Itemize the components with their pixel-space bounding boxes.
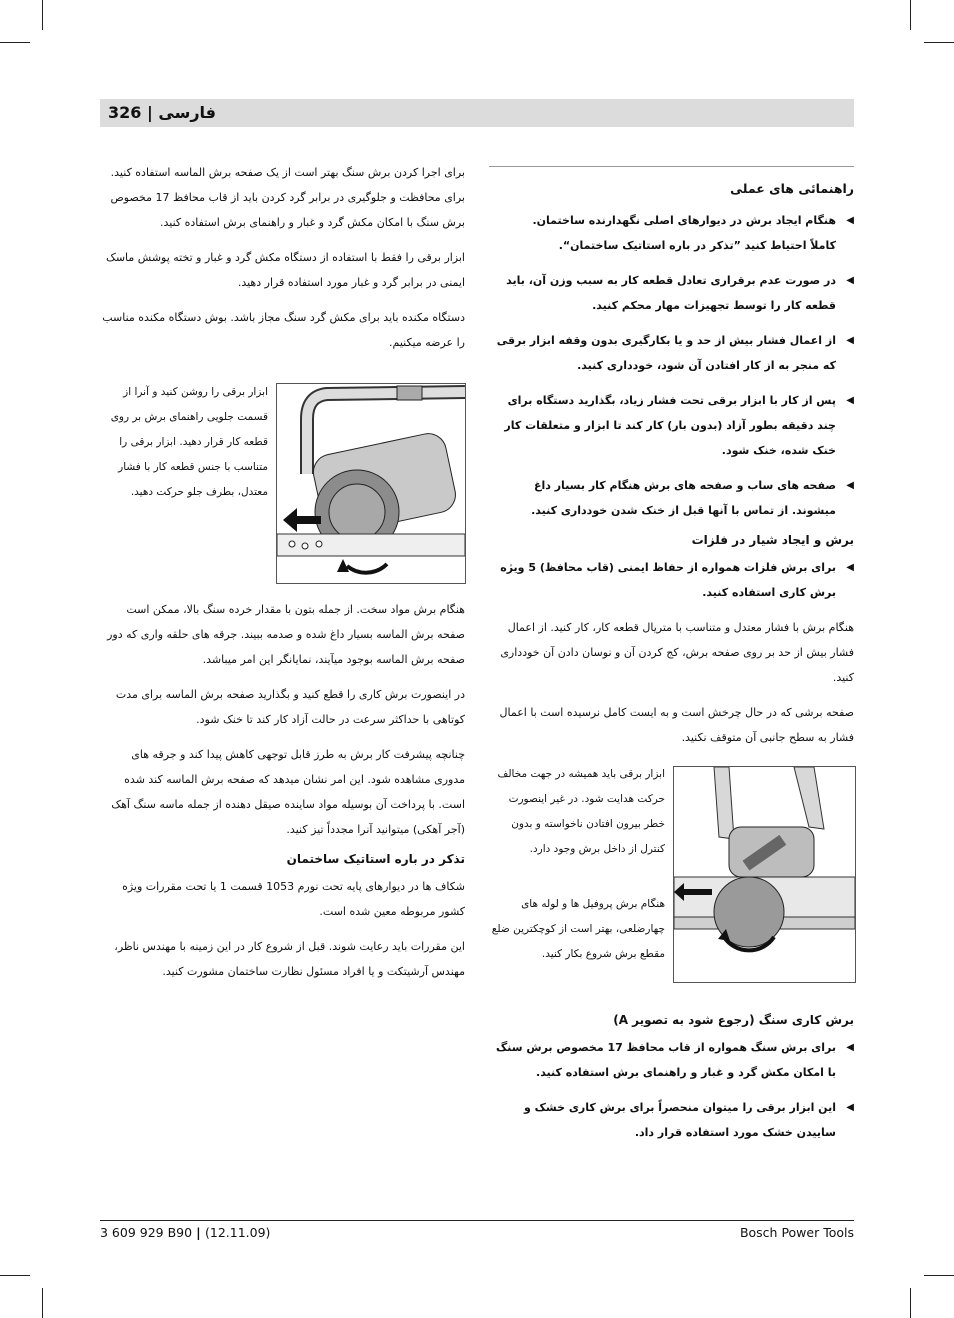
paragraph: هنگام برش پروفیل ها و لوله های چهارضلعی، بهتر است از کوچکترین ضلع مقطع برش شروع بکار کنید. [491,898,665,960]
bullet-item: ◀ صفحه های ساب و صفحه های برش هنگام کار بسیار داغ میشوند. از تماس با آنها قبل از خنک شدن خودداری کنید. [489,473,854,523]
footer-brand: Bosch Power Tools [739,1225,854,1240]
page-number: 326 | فارسی [108,103,217,122]
crop-mark [910,0,911,30]
crop-mark [924,42,954,43]
paragraph: در اینصورت برش کاری را قطع کنید و بگذارید صفحه برش الماسه برای مدت کوتاهی با حداکثر سرعت در حالت آزاد کار کند تا خنک شود. [115,688,465,726]
bullet-item: ◀ برای برش فلزات همواره از حفاظ ایمنی (قاب محافظ) 5 ویژه برش کاری استفاده کنید. [489,555,854,605]
crop-mark [910,1288,911,1318]
section-rule [489,166,854,167]
paragraph: چنانچه پیشرفت کار برش به طرز قابل توجهی کاهش پیدا کند و جرقه های مدوری مشاهده شود. این امر نشان میدهد که صفحه برش الماسه کند شده است. با پرداخت آن بوسیله مواد ساینده صیقل دهنده از جمله ماسه سنگ آهک (آجر آهکی) میتوانید آنرا مجدداً تیز کنید. [111,748,465,836]
left-column [100,160,465,365]
sub-title-stone: برش کاری سنگ (رجوع شود به تصویر A) [613,1013,854,1027]
bullet-item: ◀ برای برش سنگ همواره از قاب محافظ 17 مخصوص برش سنگ با امکان مکش گرد و غبار و راهنمای برش استفاده کنید. [489,1035,854,1085]
right-column [489,175,854,760]
bullet-item: ◀ پس از کار با ابزار برقی تحت فشار زیاد، بگذارید دستگاه برای چند دقیقه بطور آزاد (بدون بار) کار کند تا ابزار و متعلقات کار خنک شده، خنک شود. [489,388,854,463]
paragraph: این مقررات باید رعایت شوند. قبل از شروع کار در این زمینه با مهندس ناظر، مهندس آرشیتکت و یا افراد مسئول نظارت ساختمان مشورت کنید. [114,940,465,978]
crop-mark [924,1275,954,1276]
paragraph: هنگام برش مواد سخت. از جمله بتون با مقدار خرده سنگ بالا، ممکن است صفحه برش الماسه بسیار داغ شده و صدمه ببیند. جرقه های حلقه واری که دور صفحه برش الماسه بوجود میآیند، نمایانگر این امر میباشد. [107,603,465,666]
bullet-item: ◀ از اعمال فشار بیش از حد و یا بکارگیری بدون وقفه ابزار برقی که منجر به از کار افتادن آن شود، خودداری کنید. [489,328,854,378]
figure-caption: ابزار برقی باید همیشه در جهت مخالف حرکت هدایت شود. در غیر اینصورت خطر بیرون افتادن ناخواسته و بدون کنترل از داخل برش وجود دارد. [497,768,665,855]
section-title: راهنمائی های عملی [730,181,854,196]
doc-number: 3 609 929 B90 [100,1225,193,1240]
page-header [100,99,854,127]
sub-title-static: تذکر در باره استاتیک ساختمان [286,852,465,866]
grinder-stone-illustration [277,384,465,583]
bullet-item: ◀ این ابزار برقی را میتوان منحصراً برای برش کاری خشک و ساییدن خشک مورد استفاده قرار داد. [489,1095,854,1145]
right-column-lower [489,1005,854,1155]
paragraph: صفحه برشی که در حال چرخش است و به ایست کامل نرسیده است با اعمال فشار به سطح جانبی آن متوقف نکنید. [499,706,854,744]
sub-title-metal: برش و ایجاد شیار در فلزات [691,533,854,547]
paragraph: دستگاه مکنده باید برای مکش گرد سنگ مجاز باشد. بوش دستگاه مکنده مناسب را عرضه میکنیم. [102,311,465,349]
paragraph: ابزار برقی را فقط با استفاده از دستگاه مکش گرد و غبار و تخته پوشش ماسک ایمنی در برابر گرد و غبار مورد استفاده قرار دهید. [106,251,465,289]
paragraph: هنگام برش با فشار معتدل و متناسب با متریال قطعه کار، کار کنید. از اعمال فشار بیش از حد بر روی صفحه برش، کج کردن آن و نوسان دادن آن خودداری کنید. [500,621,854,684]
crop-mark [0,42,30,43]
paragraph: شکاف ها در دیوارهای پایه تحت نورم 1053 قسمت 1 یا تحت مقررات ویژه کشور مربوطه معین شده است. [122,880,465,918]
bullet-item: ◀ هنگام ایجاد برش در دیوارهای اصلی نگهدارنده ساختمان. کاملاً احتیاط کنید ”تذکر در باره استاتیک ساختمان“. [489,208,854,258]
grinder-metal-illustration [674,767,855,982]
bullet-item: ◀ در صورت عدم برقراری تعادل قطعه کار به سبب وزن آن، باید قطعه کار را توسط تجهیزات مهار محکم کنید. [489,268,854,318]
footer-doc-info: 3 609 929 B90 | (12.11.09) [100,1225,271,1240]
figure-stone-cutting [276,383,466,584]
crop-mark [0,1275,30,1276]
figure-metal-cutting [673,766,856,983]
footer-rule [100,1220,854,1221]
crop-mark [42,1288,43,1318]
paragraph: برای اجرا کردن برش سنگ بهتر است از یک صفحه برش الماسه استفاده کنید. برای محافظت و جلوگیری در برابر گرد کردن باید از قاب محافظ 17 مخصوص برش سنگ با امکان مکش گرد و غبار و راهنمای برش استفاده کنید. [110,166,465,229]
doc-date: (12.11.09) [204,1225,271,1240]
left-column-lower [100,597,465,994]
figure-caption: ابزار برقی را روشن کنید و آنرا از قسمت جلویی راهنمای برش بر روی قطعه کار قرار دهید. ابزار برقی را متناسب با جنس قطعه کار با فشار معتدل، بطرف جلو حرکت دهید. [110,386,268,498]
crop-mark [42,0,43,30]
